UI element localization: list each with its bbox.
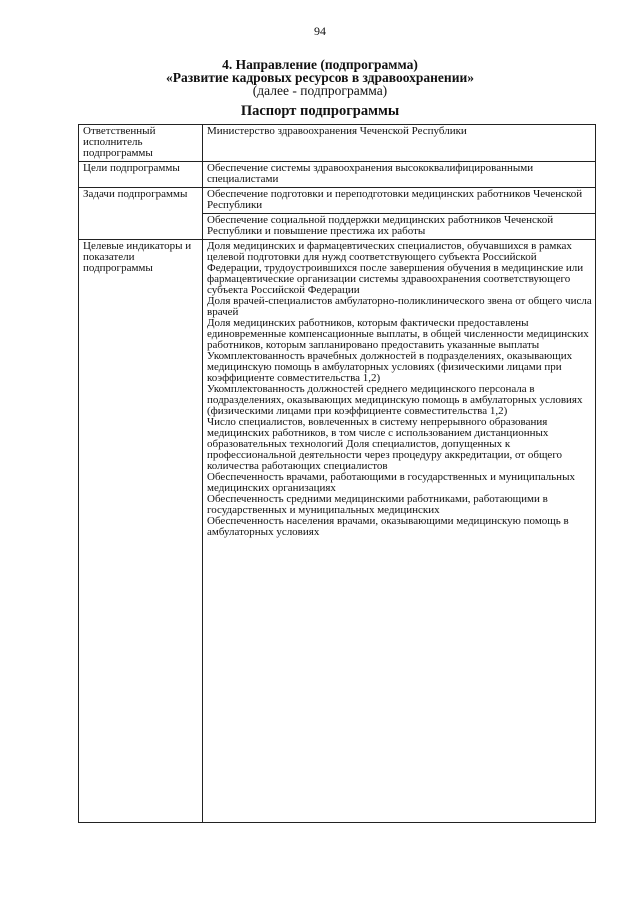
indicators-cell <box>203 240 596 823</box>
executor-value: Министерство здравоохранения Чеченской Республики <box>203 125 596 162</box>
heading-line-1: 4. Направление (подпрограмма) <box>222 57 418 72</box>
goals-label: Цели подпрограммы <box>79 162 203 188</box>
indicators-label: Целевые индикаторы и показатели подпрограммы <box>79 240 203 823</box>
indicator-item: Число специалистов, вовлеченных в систему непрерывного образования медицинских работников, в том числе с использованием дистанционных образовательных технологий Доля специалистов, допущенных к профессиональной деятельности через процедуру аккредитации, от общего количества работающих специалистов <box>207 416 563 472</box>
passport-title: Паспорт подпрограммы <box>240 103 400 119</box>
indicator-item: Обеспеченность средними медицинскими работниками, работающими в государственных и муниципальных медицинских <box>207 493 548 516</box>
table-row <box>79 125 596 162</box>
heading-line-2: «Развитие кадровых ресурсов в здравоохранении» <box>165 70 474 85</box>
goals-value: Обеспечение системы здравоохранения высококвалифицированными специалистами <box>203 162 596 188</box>
executor-label: Ответственный исполнитель подпрограммы <box>79 125 203 162</box>
indicator-item: Укомплектованность должностей среднего медицинского персонала в подразделениях, оказывающих медицинскую помощь в амбулаторных условиях (физическими лицами при коэффициенте совместительства 1,2) <box>207 383 583 417</box>
indicator-item: Укомплектованность врачебных должностей в подразделениях, оказывающих медицинскую помощь в амбулаторных условиях (физическими лицами при коэффициенте совместительства 1,2) <box>207 350 573 384</box>
section-heading <box>60 58 580 97</box>
task-item: Обеспечение подготовки и переподготовки медицинских работников Чеченской Республики <box>203 188 596 214</box>
indicator-item: Обеспеченность врачами, работающими в государственных и муниципальных медицинских организациях <box>207 471 575 494</box>
indicator-item: Обеспеченность населения врачами, оказывающими медицинскую помощь в амбулаторных условиях <box>207 515 569 538</box>
indicator-item: Доля медицинских работников, которым фактически предоставлены единовременные компенсационные выплаты, в общей численности медицинских работников, которым запланировано предоставить указанные выплаты <box>207 317 589 351</box>
heading-line-3: (далее - подпрограмма) <box>252 83 388 98</box>
passport-table <box>78 124 596 823</box>
task-item: Обеспечение социальной поддержки медицинских работников Чеченской Республики и повышение престижа их работы <box>203 214 596 240</box>
tasks-label: Задачи подпрограммы <box>79 188 203 240</box>
indicator-item: Доля врачей-специалистов амбулаторно-поликлинического звена от общего числа врачей <box>207 295 592 318</box>
indicator-item: Доля медицинских и фармацевтических специалистов, обучавшихся в рамках целевой подготовки для нужд соответствующего субъекта Российской Федерации, трудоустроившихся после завершения обучения в медицинские или фармацевтические организации системы здравоохранения соответствующего субъекта Российской Федерации <box>207 240 584 296</box>
table-row <box>79 240 596 823</box>
table-row <box>79 162 596 188</box>
table-row <box>79 188 596 214</box>
page-number: 94 <box>314 24 326 38</box>
